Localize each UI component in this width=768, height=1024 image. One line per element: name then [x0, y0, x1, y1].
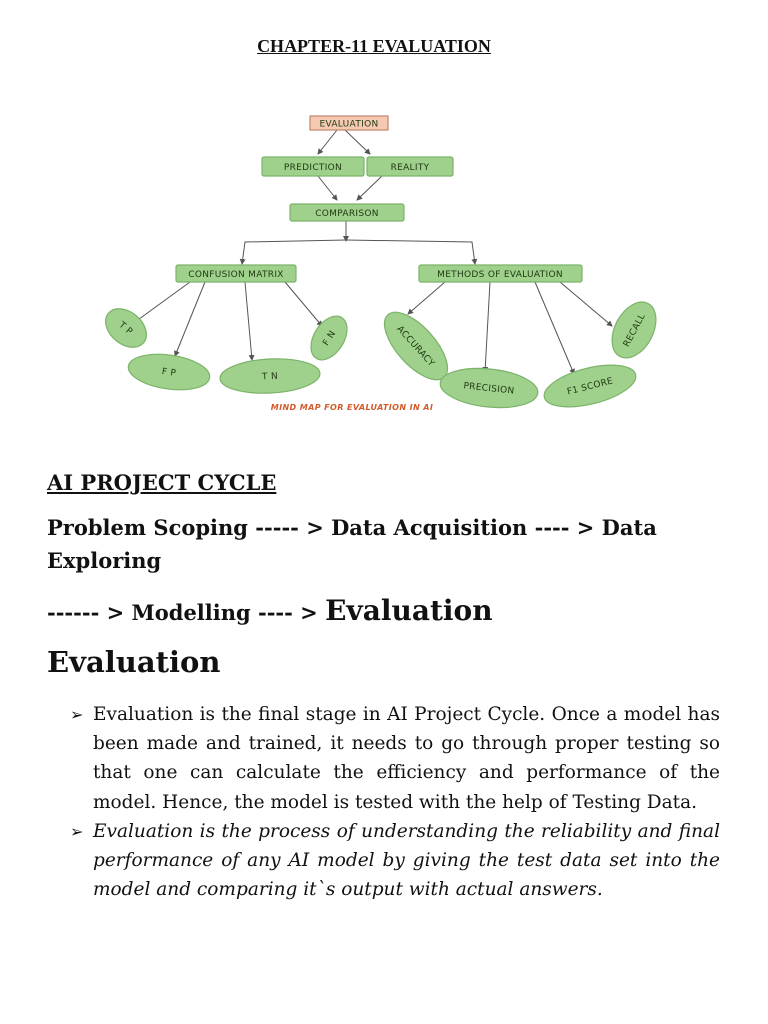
- root-node-label: EVALUATION: [319, 119, 379, 130]
- precision-label: PRECISION: [462, 381, 515, 397]
- evaluation-bullet-1: [70, 700, 720, 817]
- evaluation-bullet-2-text: Evaluation is the process of understanding the reliability and final performance of any AI model by giving the test data set into the model and comparing it`s output with actual answers.: [93, 820, 720, 901]
- accuracy-label: ACCURACY: [394, 324, 437, 369]
- f1-score-label: F1 SCORE: [566, 376, 615, 398]
- project-cycle-steps-line1: Problem Scoping ----- > Data Acquisition ---- > Data Exploring: [47, 515, 657, 573]
- tn-node: [219, 356, 321, 395]
- confusion-matrix-label: CONFUSION MATRIX: [188, 270, 284, 280]
- fp-node: [126, 349, 212, 394]
- methods-node: [419, 265, 582, 282]
- evaluation-heading: Evaluation: [47, 645, 221, 679]
- f1-score-node: [540, 357, 640, 415]
- comparison-label: COMPARISON: [315, 209, 379, 219]
- tp-label: T P: [116, 320, 135, 338]
- fn-node: [304, 310, 355, 367]
- project-cycle-steps-line2: [47, 594, 727, 629]
- mind-map-caption: MIND MAP FOR EVALUATION IN AI: [270, 403, 434, 412]
- tp-node: [98, 301, 154, 355]
- cycle-line2-evaluation: Evaluation: [325, 594, 493, 627]
- ai-project-cycle-heading: AI PROJECT CYCLE: [47, 470, 277, 495]
- fp-label: F P: [161, 367, 177, 379]
- cycle-line2-prefix: ------ > Modelling ---- >: [47, 600, 326, 625]
- evaluation-bullet-1-text: Evaluation is the final stage in AI Project Cycle. Once a model has been made and trained, it needs to go through proper testing so that one can calculate the efficiency and performance of the model. Hence, the model is tested with the help of Testing Data.: [93, 704, 720, 813]
- prediction-node: [262, 157, 364, 176]
- recall-label: RECALL: [621, 312, 648, 349]
- methods-label: METHODS OF EVALUATION: [437, 270, 563, 280]
- evaluation-mind-map: [90, 104, 680, 424]
- evaluation-bullet-2: [70, 817, 720, 905]
- reality-label: REALITY: [390, 163, 430, 173]
- bullet-arrow-icon: ➢: [70, 705, 84, 724]
- reality-node: [367, 157, 453, 176]
- root-node: [310, 116, 388, 130]
- confusion-matrix-node: [176, 265, 296, 282]
- precision-node: [438, 364, 539, 412]
- comparison-node: [290, 204, 404, 221]
- page-title: CHAPTER-11 EVALUATION: [257, 36, 491, 56]
- recall-node: [603, 295, 665, 366]
- tn-label: T N: [261, 371, 279, 383]
- evaluation-bullet-list: [70, 700, 720, 904]
- fn-label: F N: [321, 329, 339, 348]
- bullet-arrow-icon: ➢: [70, 821, 84, 841]
- prediction-label: PREDICTION: [283, 163, 343, 173]
